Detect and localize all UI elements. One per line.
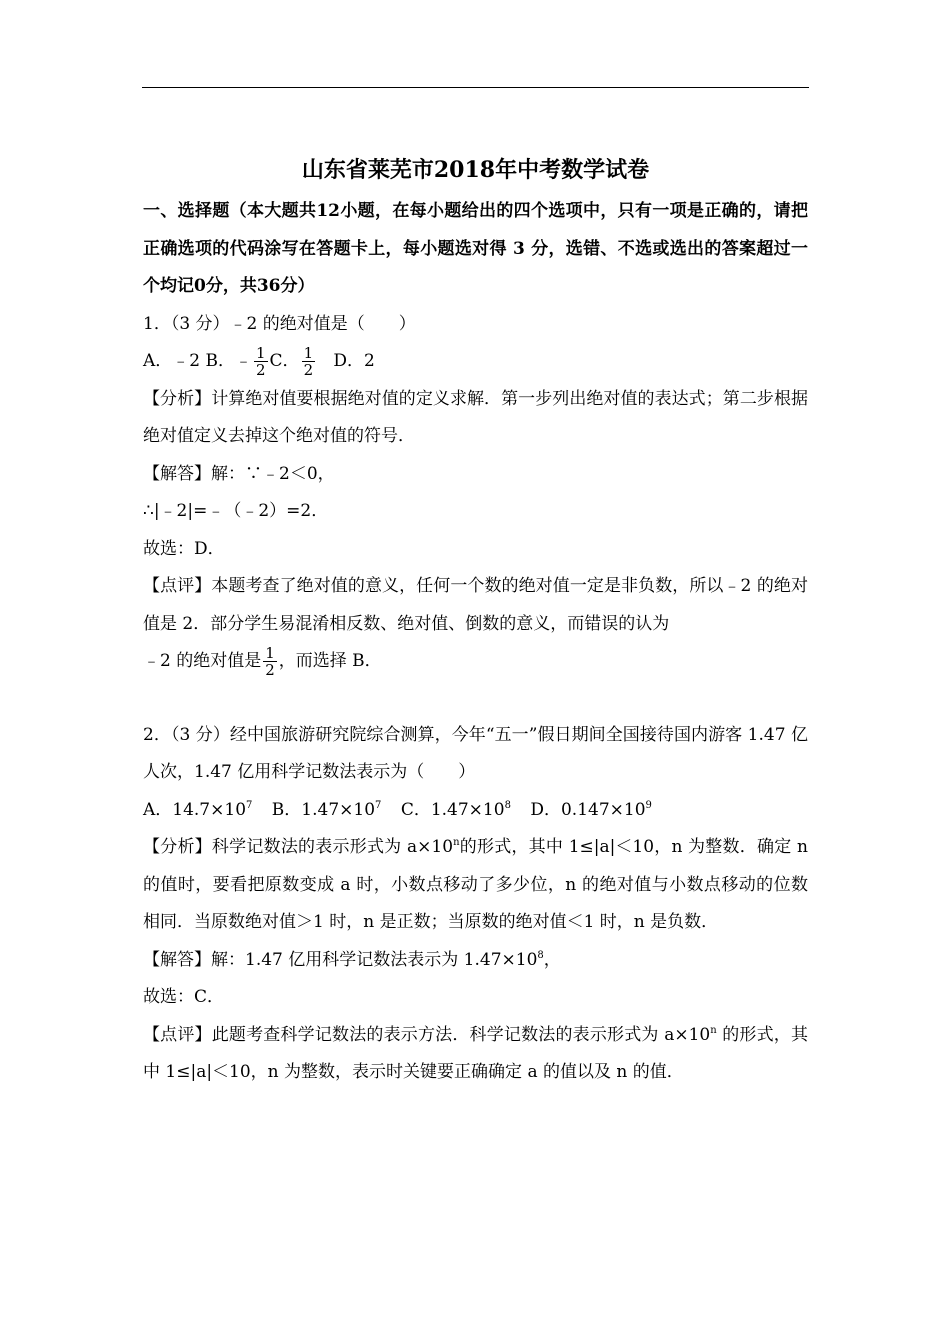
q1-solution-line-2: ∴|﹣2|=﹣（﹣2）=2． <box>143 501 329 521</box>
fraction-denominator: 2 <box>256 361 266 379</box>
q2-comment-prefix: 【点评】此题考查科学记数法的表示方法．科学记数法的表示形式为 a×10 <box>143 1024 711 1045</box>
q1-option-d: D．2 <box>333 351 375 371</box>
q2-solution-suffix: ， <box>543 949 561 970</box>
q2-stem: 2．（3 分）经中国旅游研究院综合测算，今年“五一”假日期间全国接待国内游客 1.47 亿人次，1.47 亿用科学记数法表示为（ ） <box>143 724 808 782</box>
q2-option-c-base: C．1.47×10 <box>400 799 505 820</box>
q2-solution-exponent: 8 <box>537 949 544 961</box>
q2-analysis-suffix: 的形式，其中 1≤|a|＜10，n 为整数．确定 n 的值时，要看把原数变成 a 时，小数点移动了多少位，n 的绝对值与小数点移动的位数相同．当原数绝对值＞1 时，n 是正数；当原数的绝对值＜1 时，n 是负数． <box>143 837 809 932</box>
q2-analysis <box>143 829 808 942</box>
q1-solution-line-1: 【解答】解：∵﹣2＜0， <box>143 463 335 484</box>
section-header: 一、选择题（本大题共12小题，在每小题给出的四个选项中，只有一项是正确的，请把正确选项的代码涂写在答题卡上，每小题选对得 3 分，选错、不选或选出的答案超过一个均记0分，共36分） <box>143 201 808 296</box>
q1-option-b-fraction <box>254 345 268 378</box>
q2-option-c <box>401 800 511 820</box>
q1-option-a: A．﹣2 <box>143 351 201 371</box>
q1-comment: 【点评】本题考查了绝对值的意义，任何一个数的绝对值一定是非负数，所以﹣2 的绝对值是 2．部分学生易混淆相反数、绝对值、倒数的意义，而错误的认为 <box>143 576 808 634</box>
q1-stem: 1．（3 分）﹣2 的绝对值是（ ） <box>143 313 416 334</box>
q2-option-a-base: A．14.7×10 <box>143 799 247 820</box>
q2-option-d-base: D．0.147×10 <box>530 799 646 820</box>
q2-option-a <box>143 800 252 820</box>
q1-comment-prefix: ﹣2 的绝对值是 <box>143 651 262 671</box>
page-title: 山东省莱芜市2018年中考数学试卷 <box>301 157 650 183</box>
fraction-denominator: 2 <box>303 361 314 379</box>
q2-solution-prefix: 【解答】解：1.47 亿用科学记数法表示为 1.47×10 <box>143 949 538 970</box>
question-gap <box>143 681 808 717</box>
q2-solution <box>143 942 808 980</box>
q2-option-d <box>530 800 652 820</box>
q1-option-c-fraction <box>302 345 316 378</box>
q2-option-a-exponent: 7 <box>246 799 253 811</box>
q1-option-b-prefix: B．﹣ <box>205 351 252 371</box>
q1-choice: 故选：D． <box>143 538 225 559</box>
q2-analysis-prefix: 【分析】科学记数法的表示形式为 a×10 <box>143 837 454 857</box>
fraction-numerator: 1 <box>265 644 275 662</box>
q2-option-b-exponent: 7 <box>375 799 382 811</box>
q2-comment-exponent: n <box>710 1024 717 1036</box>
q2-option-b <box>272 800 382 820</box>
fraction-denominator: 2 <box>265 661 275 679</box>
fraction-numerator: 1 <box>256 344 266 362</box>
q1-options <box>143 343 808 381</box>
q1-option-c-prefix: C． <box>269 351 300 371</box>
q2-option-c-exponent: 8 <box>504 799 511 811</box>
q1-comment-suffix: ，而选择 B． <box>278 651 382 671</box>
q1-comment-line-2 <box>143 643 808 681</box>
fraction-numerator: 1 <box>303 344 314 362</box>
header-rule <box>142 87 809 88</box>
q2-choice: 故选：C． <box>143 987 225 1007</box>
q2-comment <box>143 1017 808 1092</box>
q2-option-d-exponent: 9 <box>645 799 652 811</box>
exam-page <box>143 155 808 1092</box>
q2-analysis-exponent: n <box>453 837 460 848</box>
q1-analysis: 【分析】计算绝对值要根据绝对值的定义求解．第一步列出绝对值的表达式；第二步根据绝对值定义去掉这个绝对值的符号． <box>143 388 808 446</box>
q1-comment-fraction <box>263 645 277 678</box>
q2-option-b-base: B．1.47×10 <box>271 799 376 820</box>
q2-comment-suffix: 的形式，其中 1≤|a|＜10，n 为整数，表示时关键要正确确定 a 的值以及 n 的值． <box>143 1024 808 1082</box>
q2-options <box>143 792 808 830</box>
